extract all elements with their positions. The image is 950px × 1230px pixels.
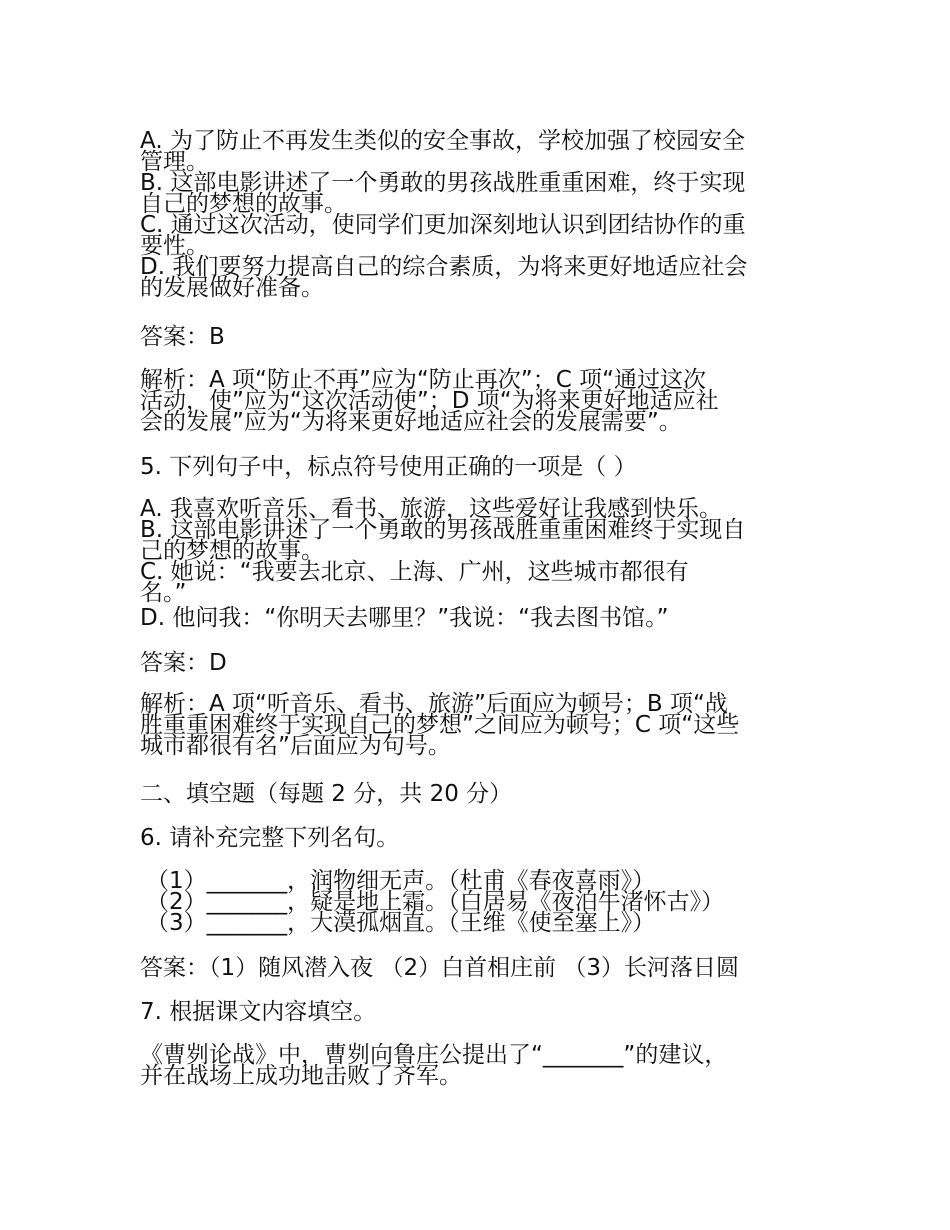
q5-option-b-line1: B. 这部电影讲述了一个勇敢的男孩战胜重重困难终于实现自 — [140, 517, 746, 543]
q5-answer: 答案：D — [140, 650, 227, 676]
q6-item-1: （1）_______，润物细无声。（杜甫《春夜喜雨》） — [146, 868, 656, 894]
q7-body-line1: 《曹刿论战》中，曹刿向鲁庄公提出了“_______”的建议， — [140, 1042, 728, 1068]
q5-options — [140, 496, 820, 631]
q5-analysis — [140, 691, 820, 759]
q4-option-b-line2: 自己的梦想的故事。 — [140, 191, 347, 217]
q5-option-c-line1: C. 她说：“我要去北京、上海、广州，这些城市都很有 — [140, 559, 689, 585]
q4-analysis-line3: 会的发展”应为“为将来更好地适应社会的发展需要”。 — [140, 409, 682, 435]
q7-question: 7. 根据课文内容填空。 — [140, 999, 377, 1025]
q6-item-3: （3）_______，大漠孤烟直。（王维《使至塞上》） — [146, 910, 656, 936]
q4-analysis — [140, 367, 820, 435]
q4-analysis-line1: 解析：A 项“防止不再”应为“防止再次”；C 项“通过这次 — [140, 367, 706, 393]
q5-option-d: D. 他问我：“你明天去哪里？”我说：“我去图书馆。” — [140, 605, 669, 631]
q4-option-a-line2: 管理。 — [140, 149, 209, 175]
q5-analysis-line3: 城市都很有名”后面应为句号。 — [140, 733, 451, 759]
q4-option-c-line1: C. 通过这次活动，使同学们更加深刻地认识到团结协作的重 — [140, 212, 746, 238]
q6-answer: 答案：（1）随风潜入夜 （2）白首相庄前 （3）长河落日圆 — [140, 955, 740, 981]
q5-option-c-line2: 名。” — [140, 580, 187, 606]
section-heading: 二、填空题（每题 2 分，共 20 分） — [140, 781, 513, 807]
q4-option-c-line2: 要性。 — [140, 233, 209, 259]
q4-option-d-line1: D. 我们要努力提高自己的综合素质，为将来更好地适应社会 — [140, 254, 748, 280]
q5-option-a: A. 我喜欢听音乐、看书、旅游，这些爱好让我感到快乐。 — [140, 496, 722, 522]
q5-question: 5. 下列句子中，标点符号使用正确的一项是（ ） — [140, 454, 637, 480]
q4-option-b-line1: B. 这部电影讲述了一个勇敢的男孩战胜重重困难，终于实现 — [140, 170, 746, 196]
q5-option-b-line2: 己的梦想的故事。 — [140, 538, 324, 564]
q4-answer: 答案：B — [140, 324, 225, 350]
q4-option-d-line2: 的发展做好准备。 — [140, 275, 324, 301]
q6-item-2: （2）_______，疑是地上霜。（白居易《夜泊牛渚怀古》） — [146, 889, 725, 915]
q6-question: 6. 请补充完整下列名句。 — [140, 825, 400, 851]
q7-body-line2: 并在战场上成功地击败了齐军。 — [140, 1063, 462, 1089]
q6-items — [146, 868, 826, 936]
q5-analysis-line1: 解析：A 项“听音乐、看书、旅游”后面应为顿号；B 项“战 — [140, 691, 728, 717]
q4-analysis-line2: 活动，使”应为“这次活动使”；D 项“为将来更好地适应社 — [140, 388, 719, 414]
q4-options — [140, 128, 820, 301]
q5-analysis-line2: 胜重重困难终于实现自己的梦想”之间应为顿号；C 项“这些 — [140, 712, 740, 738]
q4-option-a-line1: A. 为了防止不再发生类似的安全事故，学校加强了校园安全 — [140, 128, 745, 154]
q7-body — [140, 1042, 820, 1089]
